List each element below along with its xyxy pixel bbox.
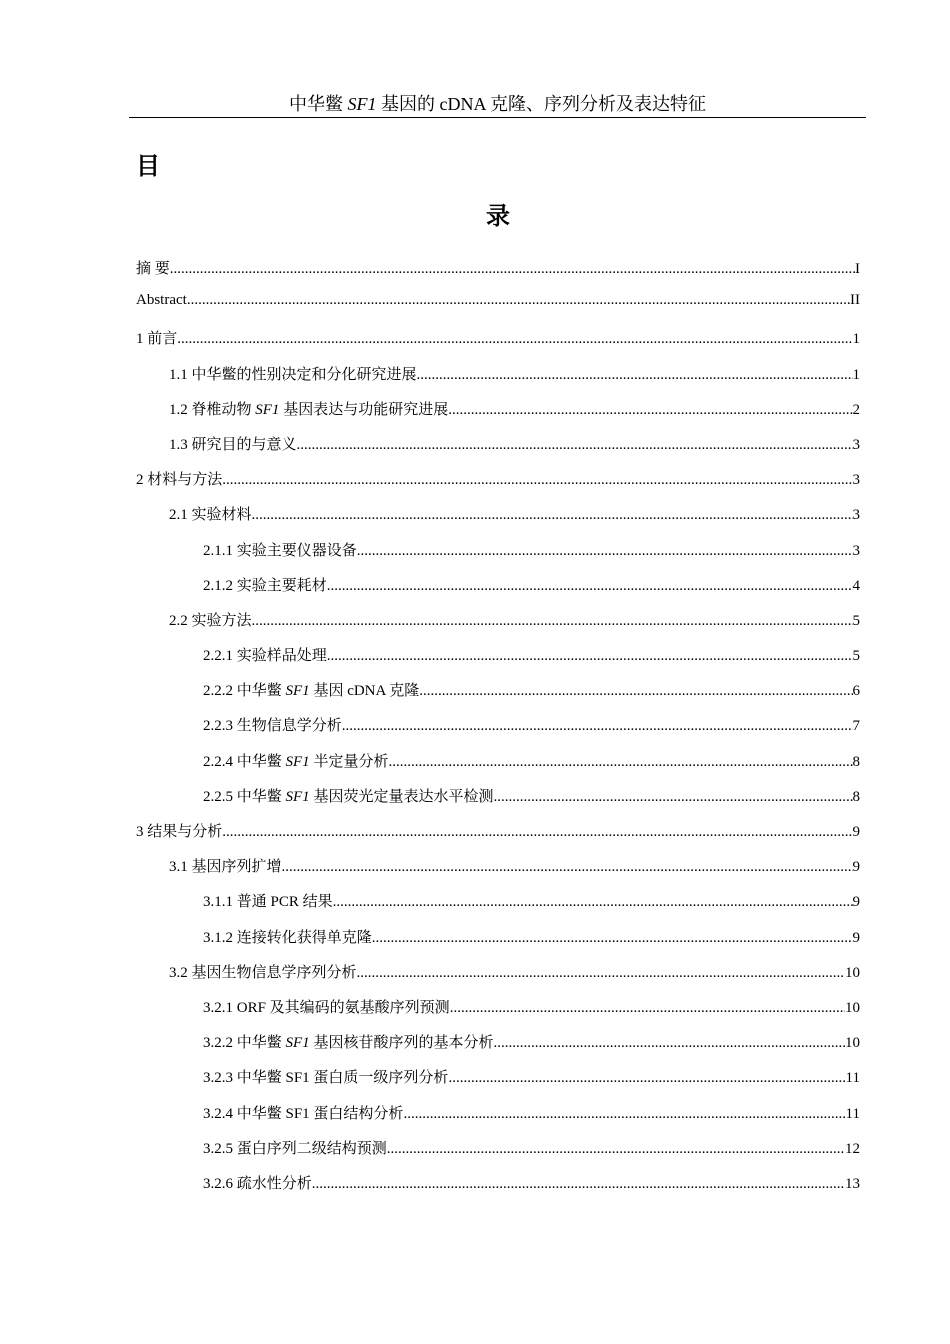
toc-dot-leader (297, 437, 853, 454)
toc-dot-leader (342, 718, 853, 735)
toc-entry[interactable] (136, 890, 860, 925)
toc-page-number: 13 (845, 1175, 860, 1192)
toc-entry-title (203, 1066, 448, 1087)
toc-entry[interactable] (136, 1066, 860, 1101)
toc-dot-leader (222, 472, 852, 489)
toc-entry[interactable] (136, 609, 860, 644)
toc-entry-title-text: 2.2.1 实验样品处理 (203, 648, 327, 665)
toc-page-number: 3 (852, 542, 860, 559)
toc-entry-title (203, 714, 342, 735)
toc-entry[interactable] (136, 961, 860, 996)
toc-entry[interactable] (136, 679, 860, 714)
toc-entry-title (136, 820, 222, 841)
toc-title-line-1: 目 (136, 152, 160, 180)
toc-entry-title-text-post: 半定量分析 (309, 753, 389, 770)
toc-entry-title (203, 1137, 387, 1158)
running-header (129, 91, 866, 118)
toc-entry[interactable] (136, 503, 860, 538)
toc-entry-title (203, 785, 493, 806)
toc-entry-title (169, 363, 417, 384)
toc-entry-title (203, 1102, 403, 1123)
toc-entry-title (136, 292, 187, 309)
toc-page-number: 9 (852, 824, 860, 840)
toc-entry-title-text: 2.2.4 中华鳖 (203, 753, 286, 770)
toc-entry-gene-name: SF1 (255, 401, 280, 418)
toc-entry-title-text: 2.1 实验材料 (169, 507, 252, 524)
toc-entry-title (169, 398, 448, 419)
toc-entry-title-text: 3.2.3 中华鳖 SF1 蛋白质一级序列分析 (203, 1070, 449, 1087)
toc-entry-title (136, 468, 222, 489)
toc-entry-title-text-post: 基因表达与功能研究进展 (279, 401, 449, 418)
toc-dot-leader (493, 789, 852, 806)
toc-dot-leader (327, 578, 853, 595)
header-gene-name: SF1 (347, 94, 377, 114)
toc-dot-leader (312, 1176, 845, 1193)
toc-page-number: 5 (852, 612, 860, 629)
toc-entry-title (203, 926, 372, 947)
toc-dot-leader (357, 543, 853, 560)
toc-dot-leader (417, 367, 853, 384)
toc-entry-title (203, 890, 333, 911)
toc-dot-leader (252, 613, 853, 630)
toc-dot-leader (282, 859, 853, 876)
toc-entry[interactable] (136, 820, 860, 855)
toc-entry[interactable] (136, 1137, 860, 1172)
toc-page-number: 3 (852, 507, 860, 524)
toc-entry-title (136, 257, 170, 278)
toc-entry-title-text: 3.1 基因序列扩增 (169, 859, 282, 876)
toc-entry-title-text: 3.2.5 蛋白序列二级结构预测 (203, 1140, 387, 1157)
toc-page-number: 11 (845, 1105, 860, 1122)
toc-page-number: 9 (852, 929, 860, 946)
toc-entry[interactable] (136, 996, 860, 1031)
toc-dot-leader (327, 648, 853, 665)
toc-entry-title (203, 1172, 312, 1193)
toc-entry-title-text: 1.1 中华鳖的性别决定和分化研究进展 (169, 366, 417, 383)
toc-entry-gene-name: SF1 (285, 788, 310, 805)
toc-entry-title-text: 2.1.1 实验主要仪器设备 (203, 542, 357, 559)
toc-dot-leader (372, 930, 853, 947)
header-text-pre: 中华鳖 (289, 94, 348, 114)
toc-entry-title-text: 2.1.2 实验主要耗材 (203, 577, 327, 594)
toc-page-number: 9 (852, 859, 860, 876)
toc-entry-title-text: 2 材料与方法 (136, 472, 223, 489)
toc-page-number: 3 (852, 436, 860, 453)
toc-entry-title (203, 679, 419, 700)
toc-entry-title-text-post: 基因荧光定量表达水平检测 (309, 788, 494, 805)
toc-entry-title-text: 1.3 研究目的与意义 (169, 436, 297, 453)
toc-entry-title (169, 609, 252, 630)
toc-entry[interactable] (136, 574, 860, 609)
toc-entry-title (203, 750, 388, 771)
toc-entry[interactable] (136, 644, 860, 679)
toc-dot-leader (387, 1141, 845, 1158)
toc-entry-title-text: 3.2.1 ORF 及其编码的氨基酸序列预测 (203, 999, 450, 1016)
toc-entry-title-text: 2.2.3 生物信息学分析 (203, 718, 342, 735)
toc-entry[interactable] (136, 714, 860, 749)
toc-entry-title-text: 摘 要 (136, 261, 170, 277)
toc-entry[interactable] (136, 1172, 860, 1207)
toc-dot-leader (357, 965, 845, 982)
toc-entry[interactable] (136, 785, 860, 820)
toc-dot-leader (187, 292, 850, 309)
toc-entry-title (169, 855, 282, 876)
toc-entry-title-text: 1.2 脊椎动物 (169, 401, 256, 418)
toc-entry[interactable] (136, 926, 860, 961)
toc-entry-title (169, 503, 252, 524)
toc-page-number: 9 (852, 894, 860, 911)
toc-dot-leader (222, 824, 852, 841)
toc-page-number: 3 (852, 472, 860, 489)
table-of-contents (136, 257, 860, 1207)
toc-page-number: 1 (852, 366, 860, 383)
toc-entry[interactable] (136, 855, 860, 890)
toc-page-number: 12 (845, 1140, 860, 1157)
toc-page-number: 10 (845, 999, 860, 1016)
toc-page-number: 11 (845, 1070, 860, 1087)
toc-page-number: 6 (852, 683, 860, 700)
toc-entry-title-text: 3.2.2 中华鳖 (203, 1035, 286, 1052)
toc-entry-gene-name: SF1 (285, 1035, 310, 1052)
toc-entry-title-text: Abstract (136, 292, 187, 309)
toc-entry-title (169, 961, 357, 982)
toc-entry[interactable] (136, 292, 860, 327)
toc-title-line-2: 录 (486, 202, 510, 230)
toc-dot-leader (419, 683, 852, 700)
toc-dot-leader (448, 1070, 845, 1087)
toc-entry-title (169, 433, 297, 454)
toc-entry[interactable] (136, 363, 860, 398)
toc-page-number: 8 (852, 788, 860, 805)
toc-page-number: 4 (852, 577, 860, 594)
toc-entry-title-text: 2.2.5 中华鳖 (203, 788, 286, 805)
toc-entry[interactable] (136, 750, 860, 785)
toc-page-number: 1 (852, 331, 860, 348)
toc-page-number: 10 (845, 964, 860, 981)
toc-entry-title-text: 2.2 实验方法 (169, 612, 252, 629)
toc-entry-title-text: 1 前言 (136, 331, 178, 348)
toc-page-number: 7 (852, 718, 860, 735)
toc-dot-leader (388, 754, 852, 771)
toc-entry[interactable] (136, 468, 860, 503)
toc-entry[interactable] (136, 398, 860, 433)
toc-entry[interactable] (136, 539, 860, 574)
toc-dot-leader (333, 894, 853, 911)
toc-entry[interactable] (136, 433, 860, 468)
header-text-post: 基因的 cDNA 克隆、序列分析及表达特征 (376, 94, 706, 114)
toc-dot-leader (170, 261, 855, 278)
toc-dot-leader (450, 1000, 845, 1017)
toc-dot-leader (493, 1035, 845, 1052)
toc-page-number: 8 (852, 753, 860, 770)
toc-entry-title (203, 1031, 493, 1052)
toc-page-number: 2 (852, 401, 860, 418)
toc-entry[interactable] (136, 257, 860, 292)
toc-entry-title-text-post: 基因核苷酸序列的基本分析 (309, 1035, 494, 1052)
toc-entry-title-text: 3.2 基因生物信息学序列分析 (169, 964, 357, 981)
toc-entry-title-text: 3 结果与分析 (136, 824, 223, 840)
toc-dot-leader (403, 1106, 845, 1123)
toc-entry-title-text: 3.2.4 中华鳖 SF1 蛋白结构分析 (203, 1105, 404, 1122)
toc-entry-title (203, 644, 327, 665)
toc-entry-title-text: 2.2.2 中华鳖 (203, 683, 286, 700)
toc-entry-title-text: 3.1.1 普通 PCR 结果 (203, 894, 333, 911)
toc-page-number: 5 (852, 648, 860, 665)
toc-entry-gene-name: SF1 (285, 683, 310, 700)
toc-dot-leader (448, 402, 852, 419)
toc-entry-title-text-post: 基因 cDNA 克隆 (309, 683, 420, 700)
toc-entry-title-text: 3.1.2 连接转化获得单克隆 (203, 929, 372, 946)
toc-entry-title (203, 996, 450, 1017)
toc-entry-title (203, 574, 327, 595)
toc-entry[interactable] (136, 1031, 860, 1066)
toc-dot-leader (177, 331, 852, 348)
toc-page-number: II (850, 292, 860, 309)
toc-entry-title (136, 327, 177, 348)
toc-dot-leader (252, 507, 853, 524)
toc-entry-gene-name: SF1 (285, 753, 310, 770)
toc-entry[interactable] (136, 327, 860, 362)
toc-page-number: 10 (845, 1035, 860, 1052)
toc-page-number: I (855, 261, 860, 277)
toc-entry[interactable] (136, 1102, 860, 1137)
toc-entry-title (203, 539, 357, 560)
toc-entry-title-text: 3.2.6 疏水性分析 (203, 1175, 312, 1192)
